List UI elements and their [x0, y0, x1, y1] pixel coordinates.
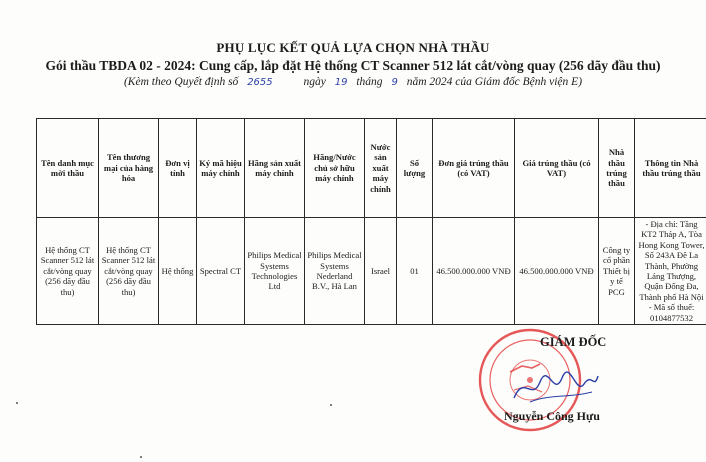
signature-title: GIÁM ĐỐC [540, 335, 607, 349]
header-cell: Tên thương mại của hàng hóa [99, 119, 159, 218]
table-cell: Philips Medical Systems Technologies Ltd [245, 218, 305, 325]
results-table [36, 118, 706, 325]
decision-month-label: tháng [356, 76, 383, 88]
table-cell: Hệ thống [159, 218, 197, 325]
decision-month: 9 [391, 77, 398, 88]
table-cell: 46.500.000.000 VNĐ [515, 218, 599, 325]
table-header-row [37, 119, 706, 218]
scan-speck [330, 404, 332, 406]
decision-day: 19 [334, 77, 348, 88]
table-cell: Hệ thống CT Scanner 512 lát cắt/vòng quay (256 dãy đầu thu) [37, 218, 99, 325]
decision-prefix: (Kèm theo Quyết định số [123, 76, 239, 88]
header-cell: Thông tin Nhà thầu trúng thầu [635, 119, 706, 218]
header-cell: Đơn giá trúng thầu (có VAT) [433, 119, 515, 218]
decision-suffix: năm 2024 của Giám đốc Bệnh viện E) [406, 76, 583, 88]
header-cell: Nước sản xuất máy chính [365, 119, 397, 218]
table-cell: Israel [365, 218, 397, 325]
header-cell: Hãng sản xuất máy chính [245, 119, 305, 218]
scan-speck [140, 456, 142, 458]
decision-day-label: ngày [303, 76, 326, 88]
decision-line [0, 76, 706, 88]
header-cell: Ký mã hiệu máy chính [197, 119, 245, 218]
table-cell: 01 [397, 218, 433, 325]
header-cell: Giá trúng thầu (có VAT) [515, 119, 599, 218]
table-cell: Công ty cổ phần Thiết bị y tế PCG [599, 218, 635, 325]
table-row [37, 218, 706, 325]
table-cell: Hệ thống CT Scanner 512 lát cắt/vòng quay (256 dãy đầu thu) [99, 218, 159, 325]
signer-name: Nguyễn Công Hựu [504, 409, 600, 423]
handwritten-signature [510, 368, 600, 408]
scan-speck [16, 402, 18, 404]
document-title: PHỤ LỤC KẾT QUẢ LỰA CHỌN NHÀ THẦU [216, 40, 490, 55]
header-cell: Số lượng [397, 119, 433, 218]
table-cell: - Địa chỉ: Tầng KT2 Tháp A, Tòa Hong Kong Tower, Số 243A Đê La Thành, Phường Láng Thượng, Quận Đống Đa, Thành phố Hà Nội - Mã số thuế: 0104877532 [635, 218, 706, 325]
header-cell: Tên danh mục mời thầu [37, 119, 99, 218]
table-cell: Spectral CT [197, 218, 245, 325]
document-subtitle: Gói thầu TBDA 02 - 2024: Cung cấp, lắp đặt Hệ thống CT Scanner 512 lát cắt/vòng quay (256 dãy đầu thu) [45, 58, 661, 73]
header-cell: Nhà thầu trúng thầu [599, 119, 635, 218]
decision-number: 2655 [247, 77, 273, 88]
table-cell: 46.500.000.000 VNĐ [433, 218, 515, 325]
table-cell: Philips Medical Systems Nederland B.V., Hà Lan [305, 218, 365, 325]
header-cell: Đơn vị tính [159, 119, 197, 218]
header-cell: Hãng/Nước chủ sở hữu máy chính [305, 119, 365, 218]
